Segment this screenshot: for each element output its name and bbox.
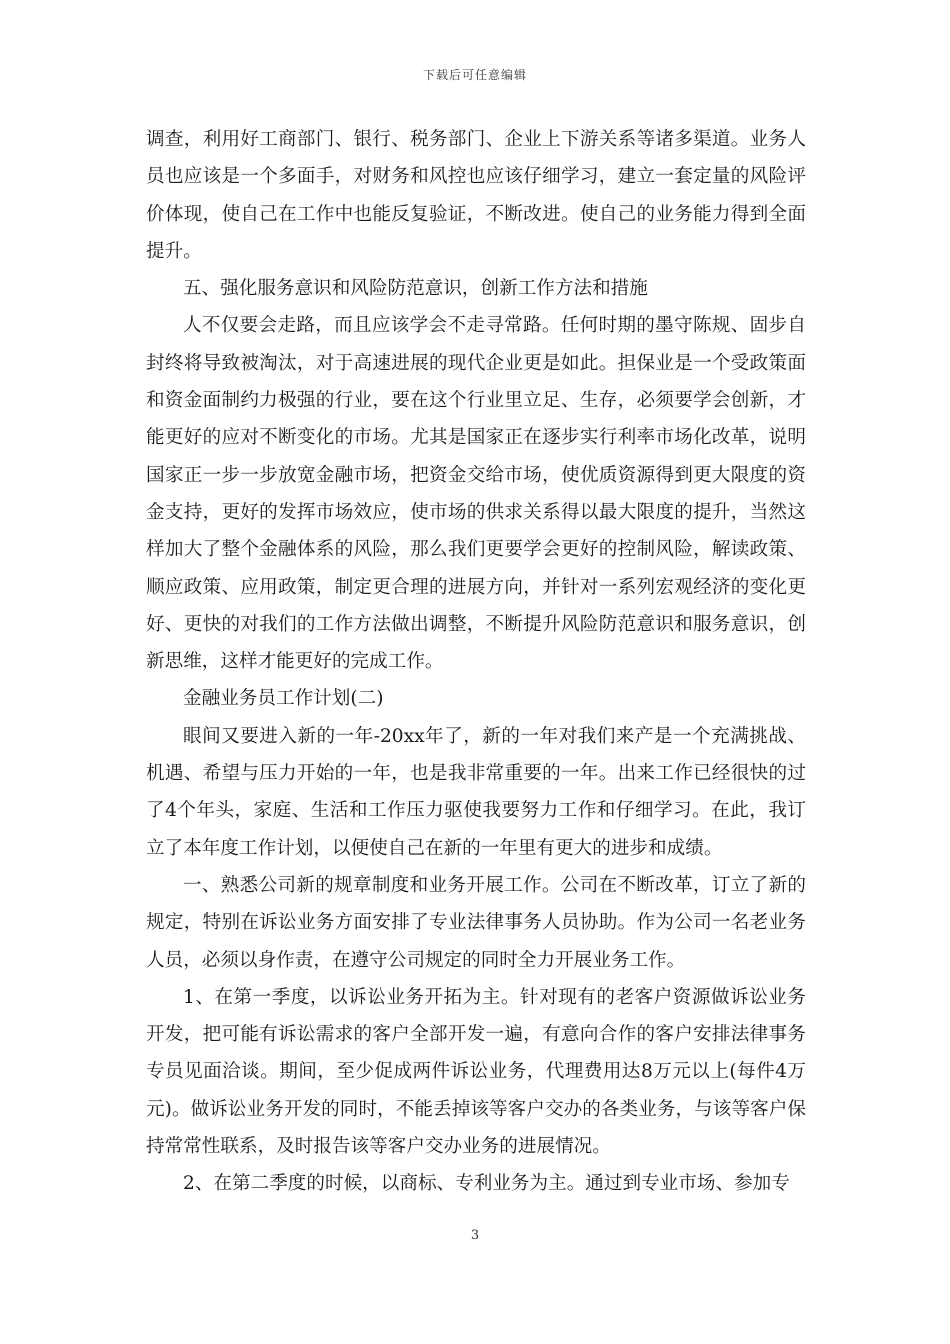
paragraph-item-one: 1、在第一季度，以诉讼业务开拓为主。针对现有的老客户资源做诉讼业务开发，把可能有诉讼需求的客户全部开发一遍，有意向合作的客户安排法律事务专员见面洽谈。期间，至少促成两件诉讼业务，代理费用达8万元以上(每件4万元)。做诉讼业务开发的同时，不能丢掉该等客户交办的各类业务，与该等客户保持常常性联系，及时报告该等客户交办业务的进展情况。 [146, 986, 806, 1158]
paragraph-item-two: 2、在第二季度的时候，以商标、专利业务为主。通过到专业市场、参加专 [183, 1173, 790, 1195]
section-heading-five: 五、强化服务意识和风险防范意识，创新工作方法和措施 [183, 278, 648, 300]
document-subtitle: 金融业务员工作计划(二) [183, 688, 384, 710]
page-number: 3 [470, 1228, 480, 1243]
document-body [146, 121, 806, 1203]
paragraph-continuation: 调查，利用好工商部门、银行、税务部门、企业上下游关系等诸多渠道。业务人员也应该是一个多面手，对财务和风控也应该仔细学习，建立一套定量的风险评价体现，使自己在工作中也能反复验证，不断改进。使自己的业务能力得到全面提升。 [146, 129, 806, 262]
paragraph-innovation: 人不仅要会走路，而且应该学会不走寻常路。任何时期的墨守陈规、固步自封终将导致被淘汰，对于高速进展的现代企业更是如此。担保业是一个受政策面和资金面制约力极强的行业，要在这个行业里立足、生存，必须要学会创新，才能更好的应对不断变化的市场。尤其是国家正在逐步实行利率市场化改革，说明国家正一步一步放宽金融市场，把资金交给市场，使优质资源得到更大限度的资金支持，更好的发挥市场效应，使市场的供求关系得以最大限度的提升，当然这样加大了整个金融体系的风险，那么我们更要学会更好的控制风险，解读政策、顺应政策、应用政策，制定更合理的进展方向，并针对一系列宏观经济的变化更好、更快的对我们的工作方法做出调整，不断提升风险防范意识和服务意识，创新思维，这样才能更好的完成工作。 [146, 315, 806, 673]
paragraph-intro: 眼间又要进入新的一年-20xx年了，新的一年对我们来产是一个充满挑战、机遇、希望与压力开始的一年，也是我非常重要的一年。出来工作已经很快的过了4个年头，家庭、生活和工作压力驱使我要努力工作和仔细学习。在此，我订立了本年度工作计划，以便使自己在新的一年里有更大的进步和成绩。 [146, 725, 806, 859]
paragraph-section-one: 一、熟悉公司新的规章制度和业务开展工作。公司在不断改革，订立了新的规定，特别在诉讼业务方面安排了专业法律事务人员协助。作为公司一名老业务人员，必须以身作责，在遵守公司规定的同时全力开展业务工作。 [146, 874, 806, 971]
page-header-note: 下载后可任意编辑 [422, 68, 527, 82]
